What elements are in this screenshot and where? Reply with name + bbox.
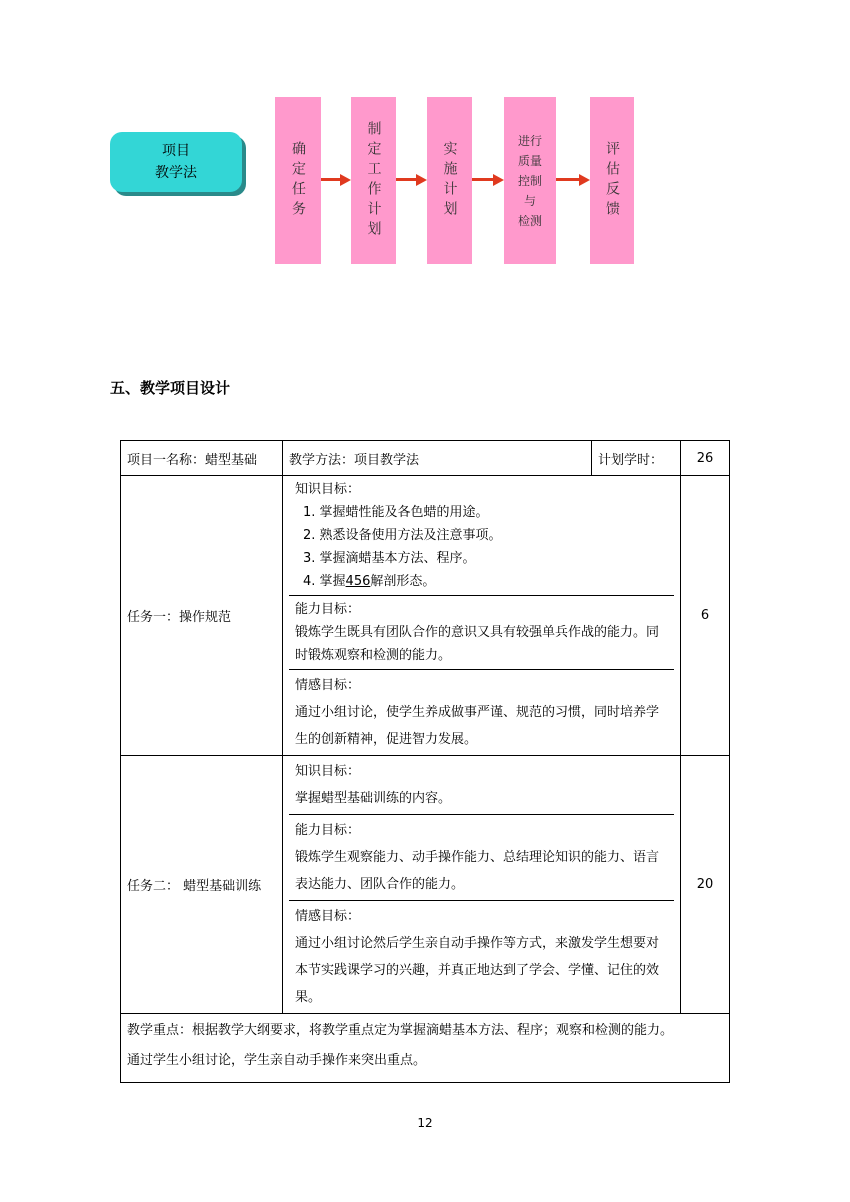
- task2-ability-block: [289, 815, 674, 901]
- step-label: 确定任务: [290, 140, 306, 221]
- knowledge-item4-number: 456: [345, 574, 371, 589]
- key-points-line1: 教学重点：根据教学大纲要求，将教学重点定为掌握滴蜡基本方法、程序；观察和检测的能力。: [127, 1023, 674, 1038]
- table-header-row: [121, 441, 730, 476]
- emotion-text: 通过小组讨论，使学生养成做事严谨、规范的习惯，同时培养学生的创新精神，促进智力发展。: [295, 705, 660, 747]
- ability-title: 能力目标：: [295, 602, 361, 617]
- step-make-plan: [351, 97, 396, 264]
- step4-line: 检测: [517, 213, 542, 228]
- method-label-line2: 教学法: [155, 165, 197, 181]
- project-design-table: [120, 440, 730, 1083]
- step-quality-control: [504, 97, 556, 264]
- emotion-title: 情感目标：: [295, 909, 361, 924]
- arrow-3: [472, 176, 504, 184]
- knowledge-text: 掌握蜡型基础训练的内容。: [295, 791, 452, 806]
- method-cell: 教学方法：项目教学法: [283, 441, 592, 476]
- task1-knowledge-block: [289, 476, 674, 596]
- method-box: [110, 132, 242, 192]
- task1-row: [121, 476, 730, 756]
- method-label-line1: 项目: [162, 143, 190, 159]
- step-label: 制定工作计划: [365, 120, 382, 241]
- knowledge-item4-suffix: 解剖形态。: [370, 574, 436, 589]
- task2-hours-cell: 20: [681, 756, 730, 1014]
- emotion-title: 情感目标：: [295, 678, 361, 693]
- hours-label-cell: 计划学时：: [592, 441, 681, 476]
- task2-emotion-block: [289, 901, 674, 1013]
- task1-ability-block: [289, 596, 674, 670]
- task1-goals-cell: [283, 476, 681, 756]
- step4-line: 控制: [517, 173, 542, 188]
- task2-row: [121, 756, 730, 1014]
- task2-goals-cell: [283, 756, 681, 1014]
- step4-line: 与: [523, 193, 536, 208]
- step-label: 实施计划: [441, 140, 458, 221]
- project-name-cell: 项目一名称：蜡型基础: [121, 441, 283, 476]
- task2-name-cell: 任务二： 蜡型基础训练: [121, 756, 283, 1014]
- ability-text: 锻炼学生观察能力、动手操作能力、总结理论知识的能力、语言表达能力、团队合作的能力。: [295, 850, 660, 892]
- knowledge-item: 2. 熟悉设备使用方法及注意事项。: [303, 528, 502, 543]
- key-points-cell: [121, 1014, 730, 1083]
- task1-name-cell: 任务一：操作规范: [121, 476, 283, 756]
- page-number: 12: [417, 1116, 433, 1130]
- arrow-4: [556, 176, 590, 184]
- ability-title: 能力目标：: [295, 823, 361, 838]
- step-label: 评估反馈: [604, 140, 620, 221]
- knowledge-title: 知识目标：: [295, 482, 361, 497]
- key-points-line2: 通过学生小组讨论，学生亲自动手操作来突出重点。: [127, 1053, 427, 1068]
- knowledge-item: 1. 掌握蜡性能及各色蜡的用途。: [303, 505, 489, 520]
- hours-value-cell: 26: [681, 441, 730, 476]
- arrow-2: [396, 176, 427, 184]
- knowledge-title: 知识目标：: [295, 764, 361, 779]
- task1-emotion-block: [289, 670, 674, 755]
- section-title: 五、教学项目设计: [110, 379, 231, 397]
- step4-line: 进行: [517, 133, 542, 148]
- task1-hours-cell: 6: [681, 476, 730, 756]
- step-evaluate-feedback: [590, 97, 634, 264]
- step4-line: 质量: [517, 153, 542, 168]
- emotion-text: 通过小组讨论然后学生亲自动手操作等方式，来激发学生想要对本节实践课学习的兴趣，并真正地达到了学会、学懂、记住的效果。: [295, 936, 660, 1005]
- ability-text: 锻炼学生既具有团队合作的意识又具有较强单兵作战的能力。同时锻炼观察和检测的能力。: [295, 625, 660, 663]
- knowledge-item-4: [295, 570, 668, 593]
- knowledge-item: 3. 掌握滴蜡基本方法、程序。: [303, 551, 476, 566]
- task2-knowledge-block: [289, 756, 674, 815]
- step-implement-plan: [427, 97, 472, 264]
- step-confirm-task: [275, 97, 321, 264]
- knowledge-item4-prefix: 4. 掌握: [303, 574, 346, 589]
- arrow-1: [321, 176, 351, 184]
- key-points-row: [121, 1014, 730, 1083]
